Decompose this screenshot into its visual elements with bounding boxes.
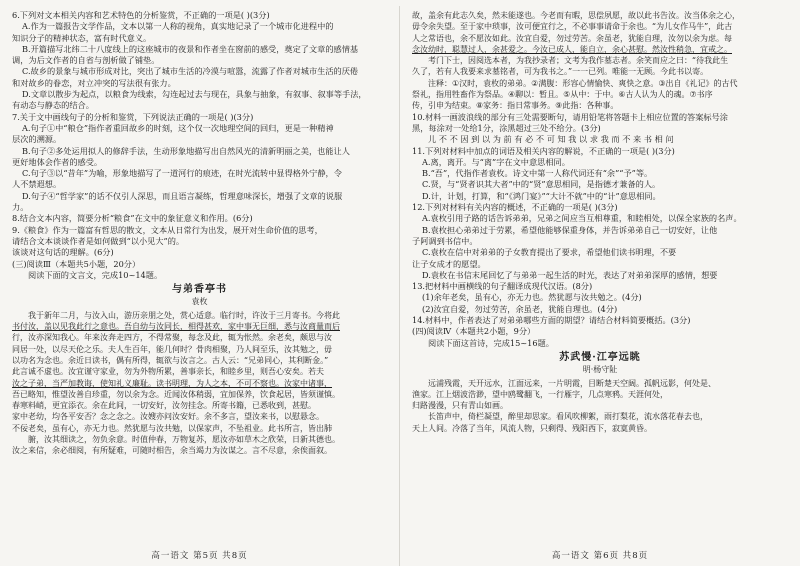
poem-line: 渔家。江上烟波浩渺，望中鸥鹭翻飞，一行雁字，几点寒鸦。天涯何处， xyxy=(412,389,668,399)
option-line: 和对故乡的眷恋，对立冲突的写法很有张力。 xyxy=(12,77,176,88)
note-line: 祭礼，指用牲畜作为祭品。④聊以：暂且。⑤从中：于中。⑥古人认为人的魂。⑦书序 xyxy=(412,90,713,100)
question-line: 10.材料一画波浪线的部分有三处需要断句，请用铅笔将答题卡上相应位置的答案标号涂 xyxy=(412,111,728,122)
option-line: A.离，离开。与“离”字在文中意思相同。 xyxy=(422,156,570,167)
passage-continued xyxy=(412,10,788,55)
passage-author: 袁枚 xyxy=(191,297,208,307)
question-14: 14.材料中，作者表达了对弟弟哪些方面的期望？请结合材料简要概括。(3分) xyxy=(412,315,691,326)
passage-title: 与弟香亭书 xyxy=(172,284,227,296)
question-6 xyxy=(12,10,387,112)
passage-notes xyxy=(412,55,788,111)
question-7 xyxy=(12,112,387,214)
question-8: 8.结合文本内容，简要分析“粮食”在文中的象征意义和作用。(6分) xyxy=(12,213,253,224)
option-line: B.句子②多处运用拟人的修辞手法，生动形象地描写出自然风光的清新明丽之美，也能让人 xyxy=(22,145,350,156)
poem-title: 苏武慢·江亭远眺 xyxy=(559,351,641,363)
question-line: 13.把材料中画横线的句子翻译成现代汉语。(8分) xyxy=(412,281,593,292)
classical-passage xyxy=(12,310,387,457)
question-line: 12.下列对材料有关内容的概述，不正确的一项是( )(3分) xyxy=(412,202,618,213)
section-heading: (三)阅读Ⅲ（本题共5小题，20分） xyxy=(12,258,141,269)
question-12 xyxy=(412,202,788,281)
passage-line: 春寒料峭，更宜添衣。余在此间，一切安好，汝勿挂念。所寄书籍，已悉收到，甚慰。 xyxy=(12,401,316,411)
poem-line: 天上人间。冷落了当年，风流人物，只剩得、残阳西下，寂寞黄昏。 xyxy=(412,423,652,433)
passage-line: 不佞老矣，虽有心，亦无力也。然犹愿与汝共勉，以保家声，不坠祖业。此书所言，皆出肺 xyxy=(12,423,332,433)
option-line: 子阿调到书信中。 xyxy=(412,235,478,246)
question-line: 黑，每涂对一处给1分，涂黑超过三处不给分。(3分) xyxy=(412,122,601,133)
option-line: 更好地体会作者的感受。 xyxy=(12,156,103,167)
option-line: A.袁枚引用子路的话告诉弟弟，兄弟之间应当互相尊重，和睦相处，以保全家族的名声。 xyxy=(422,213,742,224)
note-line: 久了，若有人我要来求墓铭者，可为我书之。”一一已列。唯能一无顾。今此书以寄。 xyxy=(412,67,709,77)
question-line: 9.《粮食》作为一篇富有哲思的散文，文本从日常行为出发，展开对生命价值的思考， xyxy=(12,224,323,235)
option-line: 有动态与静态的结合。 xyxy=(12,100,94,111)
passage-line: 此言诚不虚也。汝宜谨守家业，勿为外物所累，善事亲长，和睦乡里，则吾心安矣。若夫 xyxy=(12,367,324,377)
option-line: 层次的溯源。 xyxy=(12,134,62,145)
poem-body xyxy=(412,378,788,434)
section-intro: 阅读下面的文言文，完成10~14题。 xyxy=(28,269,163,280)
question-10 xyxy=(412,112,788,146)
note-line: 注释：①汉时，袁枚的弟弟。②满腹：形容心情愉快、爽快之意。③出自《礼记》的古代 xyxy=(428,78,738,88)
poem-line: 归路漫漫，只有青山如画。 xyxy=(412,401,508,411)
option-line: (2)汝宜自爱，勿过劳苦，余虽老，犹能自理也。(4分) xyxy=(422,303,618,314)
question-line: 11.下列对材料中加点的词语及相关内容的解说，不正确的一项是( )(3分) xyxy=(412,145,675,156)
question-11 xyxy=(412,146,788,202)
question-line: 该谈对这句话的理解。(6分) xyxy=(12,247,114,258)
poem-line: 长笛声中，倚栏凝望，醉里却思家。看风吹柳絮，雨打梨花，流水落花春去也， xyxy=(428,412,708,422)
passage-line: 汝之子弟，当严加教诲，使知礼义廉耻。读书明理，为人之本，不可不察也。汝家中诸事， xyxy=(12,378,332,388)
option-line: C.句子③以“昔年”为喻，形象地描写了一道河行的痕迹，在时光流转中显得格外宁静，令 xyxy=(22,168,342,179)
passage-line: 念汝幼时，聪慧过人，余甚爱之。今汝已成人，能自立，余心甚慰。然汝性稍急，宜戒之。 xyxy=(412,44,732,54)
option-line: 人不禁遐想。 xyxy=(12,179,62,190)
question-line: 7.关于文中画线句子的分析和鉴赏，下列说法正确的一项是( )(3分) xyxy=(12,111,254,122)
question-13 xyxy=(412,281,788,315)
question-9 xyxy=(12,225,387,259)
section-intro: 阅读下面这首诗，完成15~16题。 xyxy=(428,337,554,348)
note-line: 考门下士，因阅选本者，为我抄录者；文考为我作墓志者。余笑而应之曰：“待我此生 xyxy=(428,56,729,66)
option-line: C.贤，与“贤者识其大者”中的“贤”意思相同，是指德才兼备的人。 xyxy=(422,179,661,190)
option-line: C.故乡的景象与城市形成对比，突出了城市生活的冷漠与喧嚣，流露了作者对城市生活的厌倦 xyxy=(22,66,359,77)
note-line: 传，引申为结束。⑧家务：指日常事务。⑨此指：各种事。 xyxy=(412,101,619,111)
page-5 xyxy=(0,6,400,566)
option-line: B.开篇描写北纬二十八度线上的这座城市的夜景和作者坐在窗前的感受，奠定了文章的感情基 xyxy=(22,43,359,54)
passage-line: 书付汝，盖以见我此行之意也。吾自幼与汝同长，相得甚欢，家中事无巨细，悉与汝商量而后 xyxy=(12,322,340,332)
page-6 xyxy=(400,6,800,566)
passage-line: 行，汝亦深知我心。年来汝奔走四方，不得常聚，每念及此，辄为怅然。余老矣，颇思与汝 xyxy=(12,333,332,343)
passage-line: 吾已略知，惟望汝善自珍重，勿以余为念。近闻汝体稍弱，宜加保养，饮食起居，皆须谨慎。 xyxy=(12,389,340,399)
option-line: 调，为后文作者的自省与剖析做了铺垫。 xyxy=(12,55,160,66)
passage-line: 我于新年二月，与汝入山，游历亲朋之处，赏心适意。临行时，许汝于三月寄书。今将此 xyxy=(28,310,340,320)
option-line: A.句子①中“粮仓”指作者重回故乡的时刻，这个仅一次地理空间的回归，更是一种精神 xyxy=(22,122,334,133)
option-line: B.袁枚担心弟弟过于劳累，希望他能够保重身体，并告诉弟弟自己一切安好，让他 xyxy=(422,224,718,235)
passage-line: 同居一处，以尽天伦之乐。夫人生百年，能几何时？骨肉相聚，乃人间至乐，汝其勉之，毋 xyxy=(12,344,332,354)
option-line: D.计，计划，打算，和“《鸿门宴》”“大计不就”中的“计”意思相同。 xyxy=(422,190,661,201)
option-line: D.句子④“哲学家”的话不仅引人深思，而且语言凝练，哲理意味深长，增强了文章的说服 xyxy=(22,190,343,201)
option-line: (1)余年老矣，虽有心，亦无力也。然犹愿与汝共勉之。(4分) xyxy=(422,292,642,303)
poem-author: 明·杨守阯 xyxy=(582,365,618,375)
option-line: 让子女成才的愿望。 xyxy=(412,258,486,269)
section-heading: (四)阅读Ⅳ（本题共2小题，9分） xyxy=(412,326,536,337)
option-line: D.袁枚在书信末尾回忆了与弟弟一起生活的时光，表达了对弟弟深厚的感情，想要 xyxy=(422,269,718,280)
option-line: B.“吾”，代指作者袁枚。诗文中第一人称代词还有“余”“予”等。 xyxy=(422,168,653,179)
passage-line: 人之常语也，余不愿汝如此。汝宜自爱，勿过劳苦。余虽老，犹能自理，汝勿以余为虑。每 xyxy=(412,33,732,43)
question-line: 6.下列对文本相关内容和艺术特色的分析鉴赏，不正确的一项是( )(3分) xyxy=(12,10,270,20)
passage-line: 家中老幼，均各平安否？念之念之。汝嫂亦问汝安好。余不多言，望汝来书，以慰悬念。 xyxy=(12,412,324,422)
passage-line: 故，盖余有此志久矣，然未能遂也。今老而有暇，思偿夙愿，故以此书告汝。汝当体余之心， xyxy=(412,11,740,20)
poem-line: 远浦残霞，天开远水，江面远来，一片明霞，目断楚天空阔。孤帆远影，何处是、 xyxy=(428,378,716,388)
passage-line: 腑，汝其细读之，勿负余意。时值仲春，万物复苏，愿汝亦如草木之欣荣，日新其德也。 xyxy=(28,434,340,444)
passage-line: 毋令余失望。至于家中琐事，汝可便宜行之，不必事事请命于余也。“为儿女作马牛”，此古 xyxy=(412,22,733,32)
option-line: 力。 xyxy=(12,202,29,213)
sentence-to-punctuate: 儿 不 不 因 到 以 为 前 有 必 不 可 知 我 以 求 我 而 不 来 书 相 问 xyxy=(428,134,674,145)
question-line: 请结合文本谈谈作者是如何做到“以小见大”的。 xyxy=(12,235,185,246)
page-footer: 高一语文 第6页 共8页 xyxy=(551,550,649,561)
option-line: C.袁枚在信中对弟弟的子女教育提出了要求，希望他们读书明理，不要 xyxy=(422,247,677,258)
option-line: 知识分子的精神状态，富有时代意义。 xyxy=(12,32,152,43)
passage-line: 汝之来信，余必细阅，有所疑难，可随时相告，余当竭力为汝谋之。言不尽意，余俟面叙。 xyxy=(12,446,332,456)
page-footer: 高一语文 第5页 共8页 xyxy=(151,550,248,561)
option-line: A.作为一篇报告文学作品，文本以第一人称的视角，真实地记录了一个城市化进程中的 xyxy=(22,21,334,32)
option-line: D.文章以散步为起点，以粮食为线索，勾连起过去与现在，具象与抽象，有叙事、叙事等手法， xyxy=(22,89,367,100)
passage-line: 以功名为念也。余近日读书，偶有所得，辄欲与汝言之。古人云：“兄弟同心，其利断金。” xyxy=(12,355,329,365)
